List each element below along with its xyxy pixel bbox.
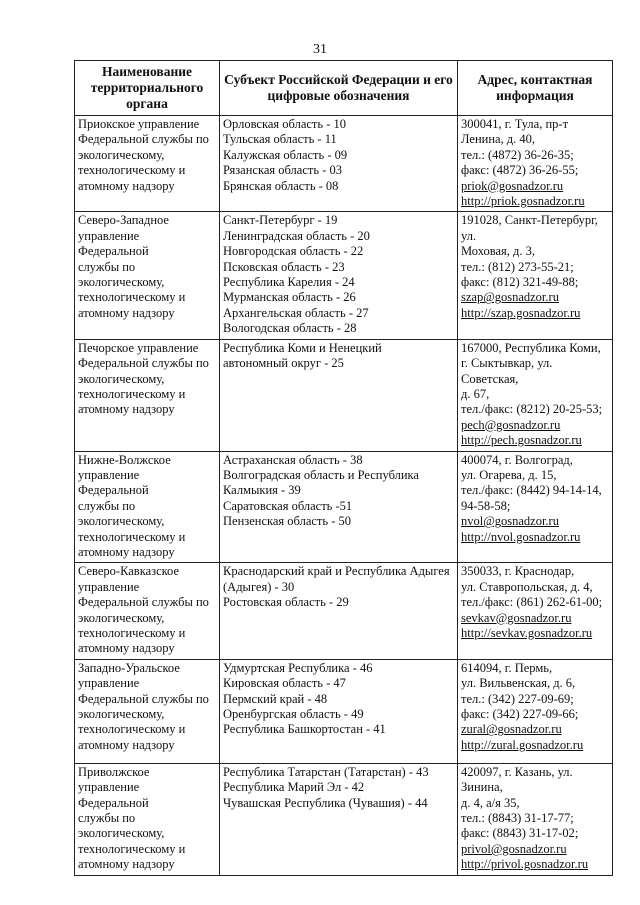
subject-list (220, 116, 458, 212)
address-line: 614094, г. Пермь, (461, 660, 553, 675)
address-line: ул. Огарева, д. 15, (461, 467, 557, 482)
name-line: Федеральной (78, 244, 149, 259)
address-line: тел.: (342) 227-09-69; (461, 691, 574, 706)
address-line: факс: (342) 227-09-66; (461, 707, 579, 722)
email-link[interactable]: privol@gosnadzor.ru (461, 841, 567, 856)
subject-line: Калмыкия - 39 (223, 483, 301, 498)
name-line: Федеральной (78, 795, 149, 810)
subject-line: Калужская область - 09 (223, 147, 348, 162)
address-line: тел.: (4872) 36-26-35; (461, 147, 574, 162)
table-row (75, 212, 613, 339)
territorial-body-name (75, 339, 220, 451)
subject-line: Республика Башкортостан - 41 (223, 722, 386, 737)
territorial-body-name (75, 451, 220, 563)
name-line: управление (78, 780, 140, 795)
address-line: Моховая, д. 3, (461, 244, 536, 259)
table-row (75, 451, 613, 563)
table-row (75, 116, 613, 212)
address-line: Советская, (461, 371, 519, 386)
website-link[interactable]: http://privol.gosnadzor.ru (461, 857, 589, 872)
name-line: Федеральной службы по (78, 132, 209, 147)
name-line: атомному надзору (78, 178, 175, 193)
contact-info (458, 659, 613, 763)
address-line: факс: (4872) 36-26-55; (461, 163, 579, 178)
subject-line: Вологодская область - 28 (223, 321, 357, 336)
subject-line: Пензенская область - 50 (223, 514, 352, 529)
name-line: Федеральной службы по (78, 691, 209, 706)
website-link[interactable]: http://szap.gosnadzor.ru (461, 305, 581, 320)
name-line: управление (78, 579, 140, 594)
territorial-body-name (75, 212, 220, 339)
subject-list (220, 339, 458, 451)
subject-list (220, 212, 458, 339)
subject-line: Архангельская область - 27 (223, 305, 369, 320)
header-address: Адрес, контактная информация (458, 61, 613, 116)
subject-list (220, 659, 458, 763)
contact-info (458, 451, 613, 563)
address-line: факс: (8843) 31-17-02; (461, 826, 579, 841)
name-line: экологическому, (78, 275, 165, 290)
subject-line: Саратовская область -51 (223, 498, 353, 513)
name-line: Федеральной (78, 483, 149, 498)
contact-info (458, 763, 613, 875)
subject-line: Удмуртская Республика - 46 (223, 660, 373, 675)
name-line: Северо-Кавказское (78, 564, 180, 579)
name-line: технологическому и (78, 529, 186, 544)
name-line: атомному надзору (78, 857, 175, 872)
subject-line: Псковская область - 23 (223, 259, 345, 274)
name-line: атомному надзору (78, 544, 175, 559)
subject-line: Оренбургская область - 49 (223, 707, 364, 722)
contact-info (458, 563, 613, 659)
address-line: 167000, Республика Коми, (461, 340, 601, 355)
address-line: 191028, Санкт-Петербург, (461, 213, 598, 228)
address-line: ул. (461, 228, 477, 243)
name-line: службы по (78, 811, 136, 826)
header-name: Наименование территориального органа (75, 61, 220, 116)
subject-line: Кировская область - 47 (223, 676, 346, 691)
address-line: 400074, г. Волгоград, (461, 452, 573, 467)
table-row (75, 659, 613, 763)
name-line: технологическому и (78, 841, 186, 856)
email-link[interactable]: szap@gosnadzor.ru (461, 290, 559, 305)
subject-list (220, 763, 458, 875)
address-line: д. 4, а/я 35, (461, 795, 520, 810)
name-line: Приокское управление (78, 117, 200, 131)
address-line: тел./факс: (861) 262-61-00; (461, 595, 603, 610)
address-line: тел.: (812) 273-55-21; (461, 259, 574, 274)
subject-line: Мурманская область - 26 (223, 290, 356, 305)
table-row (75, 763, 613, 875)
subject-line: Новгородская область - 22 (223, 244, 364, 259)
address-line: тел./факс: (8442) 94-14-14, (461, 483, 602, 498)
website-link[interactable]: http://pech.gosnadzor.ru (461, 433, 582, 448)
page-number: 31 (313, 42, 327, 57)
name-line: атомному надзору (78, 402, 175, 417)
name-line: технологическому и (78, 163, 186, 178)
territorial-body-name (75, 659, 220, 763)
name-line: технологическому и (78, 626, 186, 640)
subject-line: Республика Марий Эл - 42 (223, 780, 365, 795)
territorial-body-name (75, 116, 220, 212)
name-line: службы по (78, 259, 136, 274)
name-line: Федеральной службы по (78, 595, 209, 610)
website-link[interactable]: http://sevkav.gosnadzor.ru (461, 626, 593, 640)
address-line: ул. Вильвенская, д. 6, (461, 676, 576, 691)
subject-line: Ростовская область - 29 (223, 595, 349, 610)
address-line: Зинина, (461, 780, 503, 795)
subject-line: Тульская область - 11 (223, 132, 337, 147)
subject-list (220, 563, 458, 659)
subject-list (220, 451, 458, 563)
name-line: атомному надзору (78, 305, 175, 320)
name-line: технологическому и (78, 722, 186, 737)
subject-line: Ленинградская область - 20 (223, 228, 370, 243)
subject-line: Чувашская Республика (Чувашия) - 44 (223, 795, 428, 810)
name-line: Приволжское (78, 764, 150, 779)
contact-info (458, 339, 613, 451)
subject-line: Орловская область - 10 (223, 117, 346, 131)
territorial-body-name (75, 563, 220, 659)
email-link[interactable]: nvol@gosnadzor.ru (461, 514, 559, 529)
name-line: Печорское управление (78, 340, 199, 355)
address-line: тел./факс: (8212) 20-25-53; (461, 402, 603, 417)
address-line: д. 67, (461, 386, 490, 401)
email-link[interactable]: zural@gosnadzor.ru (461, 722, 562, 737)
address-line: ул. Ставропольская, д. 4, (461, 579, 593, 594)
name-line: экологическому, (78, 707, 165, 722)
address-line: тел.: (8843) 31-17-77; (461, 811, 574, 826)
subject-line: Пермский край - 48 (223, 691, 328, 706)
name-line: Федеральной службы по (78, 356, 209, 371)
name-line: Западно-Уральское (78, 660, 180, 675)
name-line: управление (78, 676, 140, 691)
subject-line: Астраханская область - 38 (223, 452, 363, 467)
header-subject: Субъект Российской Федерации и его цифровые обозначения (220, 61, 458, 116)
email-link[interactable]: priok@gosnadzor.ru (461, 178, 564, 193)
subject-line: Санкт-Петербург - 19 (223, 213, 338, 228)
name-line: экологическому, (78, 147, 165, 162)
subject-line: Волгоградская область и Республика (223, 467, 419, 482)
name-line: экологическому, (78, 610, 165, 625)
name-line: экологическому, (78, 826, 165, 841)
address-line: 420097, г. Казань, ул. (461, 764, 573, 779)
name-line: технологическому и (78, 290, 186, 305)
name-line: управление (78, 467, 140, 482)
subject-line: Рязанская область - 03 (223, 163, 342, 178)
name-line: управление (78, 228, 140, 243)
name-line: службы по (78, 498, 136, 513)
website-link[interactable]: http://nvol.gosnadzor.ru (461, 529, 581, 544)
name-line: технологическому и (78, 386, 186, 401)
territorial-bodies-table (74, 60, 613, 876)
name-line: Северо-Западное (78, 213, 169, 228)
subject-line: Республика Татарстан (Татарстан) - 43 (223, 764, 429, 779)
website-link[interactable]: http://priok.gosnadzor.ru (461, 194, 585, 209)
website-link[interactable]: http://zural.gosnadzor.ru (461, 737, 584, 752)
contact-info (458, 212, 613, 339)
name-line: атомному надзору (78, 641, 175, 656)
territorial-body-name (75, 763, 220, 875)
table-row (75, 563, 613, 659)
subject-line: автономный округ - 25 (223, 356, 344, 371)
name-line: экологическому, (78, 514, 165, 529)
address-line: 350033, г. Краснодар, (461, 564, 575, 579)
address-line: 94-58-58; (461, 498, 511, 513)
subject-line: Республика Карелия - 24 (223, 275, 355, 290)
address-line: факс: (812) 321-49-88; (461, 275, 579, 290)
name-line: атомному надзору (78, 737, 175, 752)
email-link[interactable]: pech@gosnadzor.ru (461, 417, 561, 432)
email-link[interactable]: sevkav@gosnadzor.ru (461, 610, 572, 625)
subject-line: Брянская область - 08 (223, 178, 339, 193)
contact-info (458, 116, 613, 212)
address-line: 300041, г. Тула, пр-т (461, 117, 569, 131)
address-line: г. Сыктывкар, ул. (461, 356, 553, 371)
address-line: Ленина, д. 40, (461, 132, 536, 147)
table-row (75, 339, 613, 451)
table-header-row (75, 61, 613, 116)
name-line: Нижне-Волжское (78, 452, 171, 467)
name-line: экологическому, (78, 371, 165, 386)
subject-line: Краснодарский край и Республика Адыгея (223, 564, 450, 579)
subject-line: (Адыгея) - 30 (223, 579, 295, 594)
subject-line: Республика Коми и Ненецкий (223, 340, 382, 355)
